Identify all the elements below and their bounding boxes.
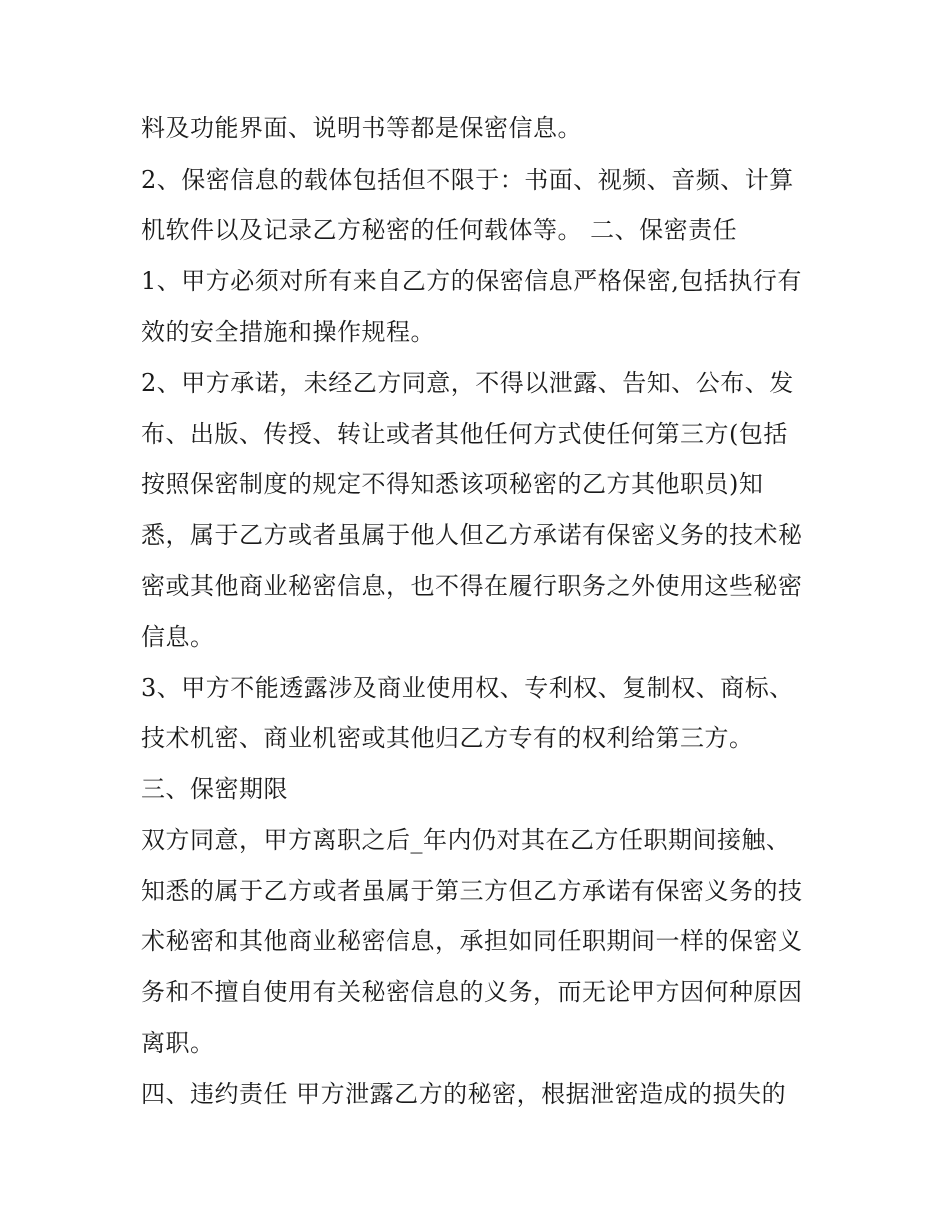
text-line: 悉，属于乙方或者虽属于他人但乙方承诺有保密义务的技术秘 (141, 521, 803, 549)
text-line: 3、甲方不能透露涉及商业使用权、专利权、复制权、商标、 (141, 674, 794, 702)
text-line: 布、出版、传授、转让或者其他任何方式使任何第三方(包括 (141, 420, 788, 448)
text-line: 料及功能界面、说明书等都是保密信息。 (141, 114, 582, 142)
text-line: 务和不擅自使用有关秘密信息的义务，而无论甲方因何种原因 (141, 978, 803, 1006)
text-line: 1、甲方必须对所有来自乙方的保密信息严格保密,包括执行有 (141, 267, 802, 295)
text-line: 2、甲方承诺，未经乙方同意，不得以泄露、告知、公布、发 (141, 369, 794, 397)
text-line: 密或其他商业秘密信息，也不得在履行职务之外使用这些秘密 (141, 572, 803, 600)
text-line: 知悉的属于乙方或者虽属于第三方但乙方承诺有保密义务的技 (141, 877, 803, 905)
text-line: 技术机密、商业机密或其他归乙方专有的权利给第三方。 (141, 724, 754, 752)
text-line: 双方同意，甲方离职之后_年内仍对其在乙方任职期间接触、 (141, 826, 791, 854)
text-line: 四、违约责任 甲方泄露乙方的秘密，根据泄密造成的损失的 (141, 1080, 787, 1108)
text-line: 2、保密信息的载体包括但不限于：书面、视频、音频、计算 (141, 166, 794, 194)
text-line: 离职。 (141, 1029, 215, 1057)
text-line: 效的安全措施和操作规程。 (141, 318, 435, 346)
text-line: 术秘密和其他商业秘密信息，承担如同任职期间一样的保密义 (141, 927, 803, 955)
section-heading: 三、保密期限 (141, 775, 288, 803)
text-line: 信息。 (141, 623, 215, 651)
text-line: 机软件以及记录乙方秘密的任何载体等。 二、保密责任 (141, 216, 738, 244)
text-line: 按照保密制度的规定不得知悉该项秘密的乙方其他职员)知 (141, 470, 764, 498)
